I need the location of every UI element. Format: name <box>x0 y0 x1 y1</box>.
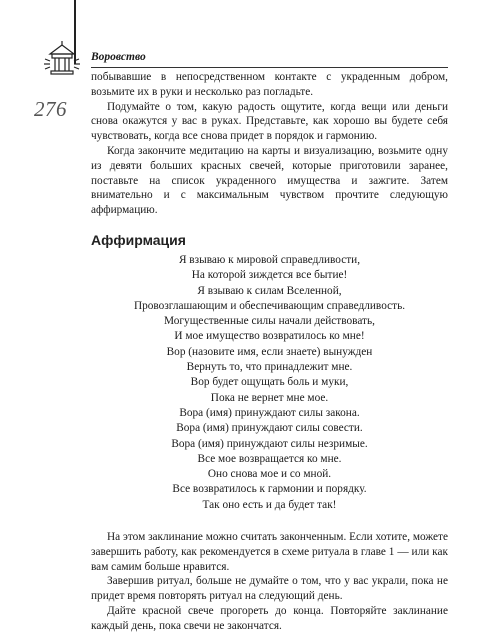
verse-line: Вора (имя) принуждают силы закона. <box>179 406 360 419</box>
verse-line: Я взываю к мировой справедливости, <box>178 253 361 266</box>
verse-line: Так оно есть и да будет так! <box>202 498 337 511</box>
paragraph: На этом заклинание можно считать законченным. Если хотите, можете завершить работу, как рекомендуется в схеме ритуала в главе 1 — или как вам самим больше нравится. <box>91 531 448 573</box>
verse-line: И мое имущество возвратилось ко мне! <box>174 330 365 343</box>
verse-line: Все мое возвращается ко мне. <box>197 452 342 465</box>
header-rule <box>91 67 448 68</box>
paragraph: Подумайте о том, какую радость ощутите, когда вещи или деньги снова окажутся у вас в руках. Представьте, как хорошо вы будете себя чувствовать, когда все снова придет в порядок и гармонию. <box>91 100 448 143</box>
verse-line: Вора (имя) принуждают силы совести. <box>176 422 363 435</box>
verse-line: Вор (назовите имя, если знаете) вынужден <box>166 345 373 358</box>
verse-line: Провозглашающим и обеспечивающим справедливость. <box>133 299 406 312</box>
verse-line: Оно снова мое и со мной. <box>207 468 332 481</box>
page-number: 276 <box>34 97 67 121</box>
paragraph: побывавшие в непосредственном контакте с украденным добром, возьмите их в руки и несколько раз погладьте. <box>91 71 448 98</box>
page-content <box>91 70 448 634</box>
verse-line: Могущественные силы начали действовать, <box>164 315 375 328</box>
verse-line: Я взываю к силам Вселенной, <box>197 284 342 297</box>
verse-line: Вернуть то, что принадлежит мне. <box>186 361 353 374</box>
section-heading: Аффирмация <box>91 231 186 248</box>
verse-line: Вор будет ощущать боль и муки, <box>190 376 349 389</box>
paragraph: Завершив ритуал, больше не думайте о том, что у вас украли, пока не придет время повторять ритуал на следующий день. <box>91 575 448 603</box>
running-header-title: Воровство <box>91 51 146 63</box>
paragraph: Когда закончите медитацию на карты и визуализацию, возьмите одну из девяти больших красных свечей, которые приготовили заранее, поставьте на список украденного имущества и зажгите. Затем внимательно и с максимальным чувством прочтите следующую аффирмацию. <box>91 144 448 217</box>
temple-lantern-icon <box>40 40 84 78</box>
verse-line: Вора (имя) принуждают силы незримые. <box>171 437 368 450</box>
affirmation-verse <box>91 253 448 513</box>
verse-line: Все возвратилось к гармонии и порядку. <box>172 483 367 496</box>
paragraph: Дайте красной свече прогореть до конца. Повторяйте заклинание каждый день, пока свечи не закончатся. <box>91 605 448 632</box>
verse-line: На которой зиждется все бытие! <box>191 269 348 282</box>
verse-line: Пока не вернет мне мое. <box>210 391 329 404</box>
